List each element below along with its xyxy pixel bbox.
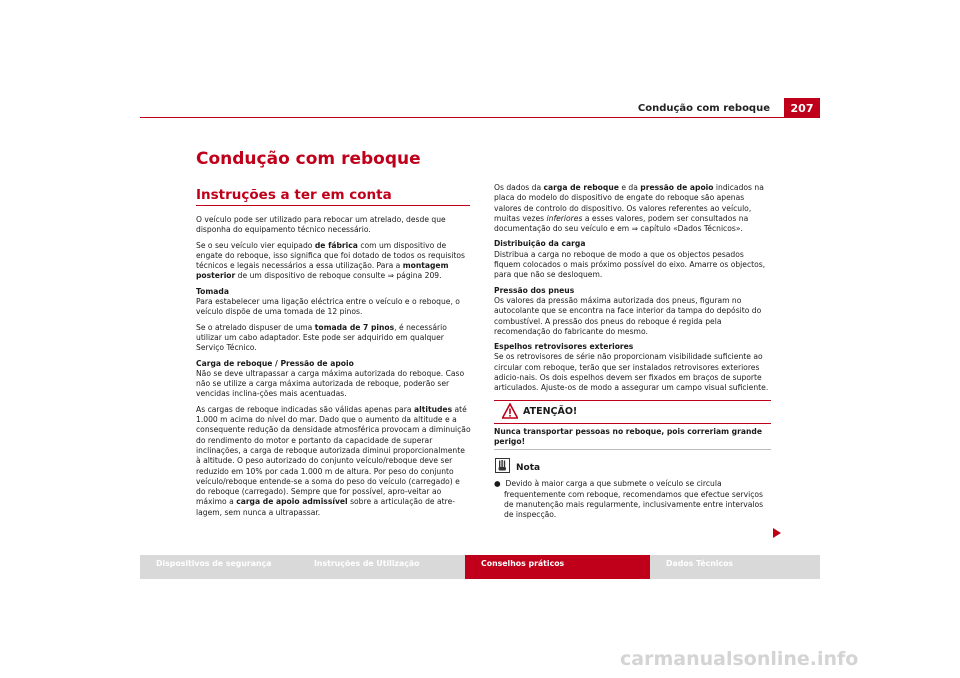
paragraph: O veículo pode ser utilizado para rebocar um atrelado, desde que disponha do equipamento técnico necessário. [196,215,446,235]
footer-tab-utilizacao[interactable]: Instruções de Utilização [298,555,465,579]
running-header-title: Condução com reboque [637,103,770,114]
subheading-carga: Carga de reboque / Pressão de apoio [196,358,354,368]
paragraph: Se o seu veículo vier equipado de fábrica com um dispositivo de engate do reboque, isso significa que foi dotado de todos os requisitos técnicos e legais necessários a essa utilização. Para a montagem posterior de um dispositivo de reboque consulte ⇒ página 209. [196,240,465,281]
header-rule [140,117,818,118]
paragraph: Os valores da pressão máxima autorizada dos pneus, figuram no autocolante que se encontra na face interior da tampa do depósito do combustível. A pressão dos pneus do reboque é regida pela recomendação do fabricante do mesmo. [494,295,762,336]
right-column [494,183,771,525]
note-text: ● Devido à maior carga a que submete o veículo se circula frequentemente com reboque, recomendamos que efectue serviços de manutenção mais regularmente, inclusivamente entre intervalos de inspecção. [494,479,764,520]
subheading-pressao: Pressão dos pneus [494,285,575,295]
footer-tab-conselhos[interactable]: Conselhos práticos [465,555,650,579]
paragraph: Se o atrelado dispuser de uma tomada de 7 pinos, é necessário utilizar um cabo adaptador. Este pode ser adquirido em qualquer Serviço Técnico. [196,322,447,353]
subheading-espelhos: Espelhos retrovisores exteriores [494,342,634,352]
footer-tab-dados[interactable]: Dados Técnicos [650,555,820,579]
paragraph: Se os retrovisores de série não proporcionam visibilidade suficiente ao circular com reboque, terão que ser instalados retrovisores exteriores adicio-nais. Os dois espelhos devem ser fixados em braços de suporte articulados. Ajuste-os de modo a assegurar um campo visual suficiente. [494,352,769,393]
note-info-icon [495,458,510,473]
subheading-tomada: Tomada [196,286,229,296]
note-title: Nota [516,463,541,474]
warning-text: Nunca transportar pessoas no reboque, pois correriam grande perigo! [494,426,762,446]
page-number: 207 [784,98,820,118]
paragraph: As cargas de reboque indicadas são válidas apenas para altitudes até 1.000 m acima do nível do mar. Dado que o aumento da altitude e a consequente redução da densidade atmosférica provocam a diminuição do rendimento do motor e portanto da capacidade de superar inclinações, a carga de reboque autorizada diminui proporcionalmente à altitude. O peso autorizado do conjunto veículo/reboque deve ser reduzido em 10% por cada 1.000 m de altura. Por peso do conjunto veículo/reboque entende-se a soma do peso do veículo (carregado) e do reboque (carregado). Sempre que for possível, apro-veitar ao máximo a carga de apoio admissível sobre a articulação de atre-lagem, sem nunca a ultrapassar. [196,404,471,517]
note-header [494,458,771,476]
section-title: Instruções a ter em conta [196,187,392,203]
bullet: ● [494,479,501,489]
section-rule [196,205,470,206]
chapter-title: Condução com reboque [196,149,421,169]
left-column [196,215,471,523]
next-page-arrow-icon[interactable] [772,528,782,538]
paragraph: Não se deve ultrapassar a carga máxima autorizada do reboque. Caso não se utilize a carga máxima autorizada de reboque, poderão ser vencidas inclina-ções mais acentuadas. [196,368,465,399]
warning-triangle-icon [502,403,518,419]
warning-box [494,400,771,451]
watermark: carmanualsonline.info [620,648,859,670]
paragraph: Distribua a carga no reboque de modo a que os objectos pesados fiquem colocados o mais próximo possível do eixo. Amarre os objectos, para que não se desloquem. [494,249,766,280]
footer-tab-seguranca[interactable]: Dispositivos de segurança [140,555,298,579]
subheading-distribuicao: Distribuição da carga [494,239,586,249]
paragraph: Os dados da carga de reboque e da pressão de apoio indicados na placa do modelo do dispositivo de engate do reboque são apenas valores de controlo do dispositivo. Os valores referentes ao veículo, muitas vezes inferiores a esses valores, podem ser consultados na documentação do seu veículo e em ⇒ capítulo «Dados Técnicos». [494,183,764,234]
paragraph: Para estabelecer uma ligação eléctrica entre o veículo e o reboque, o veículo dispõe de uma tomada de 12 pinos. [196,297,460,317]
warning-title: ATENÇÃO! [523,405,578,417]
